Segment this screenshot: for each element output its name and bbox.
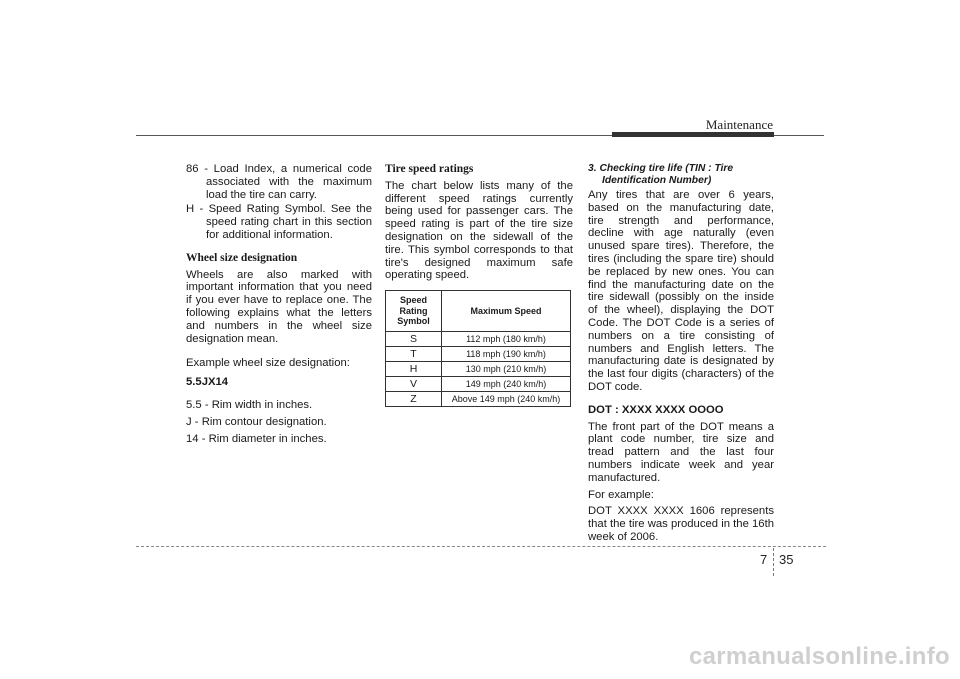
table-row (386, 332, 571, 347)
chapter-number: 7 (760, 552, 768, 567)
max-speed: 112 mph (180 km/h) (442, 332, 571, 347)
table-row (386, 362, 571, 377)
speed-rating-item: H - Speed Rating Symbol. See the speed rating chart in this section for additional information. (186, 203, 372, 241)
load-index-item: 86 - Load Index, a numerical code associated with the maximum load the tire can carry. (186, 163, 372, 201)
section-title: Maintenance (705, 117, 773, 132)
speed-symbol: T (386, 347, 442, 362)
speed-ratings-heading: Tire speed ratings (385, 163, 474, 175)
max-speed: 149 mph (240 km/h) (442, 377, 571, 392)
example-label: Example wheel size designation: (186, 357, 350, 370)
dot-example-text: DOT XXXX XXXX 1606 represents that the tire was produced in the 16th week of 2006. (588, 505, 774, 543)
column-2 (385, 163, 573, 407)
tire-life-heading: 3. Checking tire life (TIN : Tire Identification Number) (588, 163, 734, 186)
watermark: carmanualsonline.info (688, 643, 950, 670)
example-code: 5.5JX14 (186, 376, 229, 389)
speed-symbol: V (386, 377, 442, 392)
speed-symbol: Z (386, 392, 442, 407)
rim-diameter-def: 14 - Rim diameter in inches. (186, 432, 327, 445)
speed-symbol: S (386, 332, 442, 347)
max-speed: 118 mph (190 km/h) (442, 347, 571, 362)
wheel-size-text: Wheels are also marked with important information that you need if you ever have to replace one. The following explains what the letters and numbers in the wheel size designation mean. (186, 268, 372, 345)
header-rule-accent (612, 132, 774, 137)
max-speed: 130 mph (210 km/h) (442, 362, 571, 377)
speed-ratings-text: The chart below lists many of the different speed ratings currently being used for passenger cars. The speed rating is part of the tire size designation on the sidewall of the tire. This symbol corresponds to that tire's designed maximum safe operating speed. (385, 179, 573, 282)
tire-life-text: Any tires that are over 6 years, based on the manufacturing date, tire strength and performance, decline with age naturally (even unused spare tires). Therefore, the tires (including the spare tire) should be replaced by new ones. You can find the manufacturing date on the tire sidewall (possibly on the inside of the wheel), displaying the DOT Code. The DOT Code is a series of numbers on a tire consisting of numbers and English letters. The manufacturing date is designated by the last four digits (characters) of the DOT code. (588, 189, 774, 393)
speed-rating-table (385, 290, 571, 407)
rim-contour-def: J - Rim contour designation. (186, 415, 327, 428)
wheel-size-heading: Wheel size designation (186, 251, 298, 264)
dot-code: DOT : XXXX XXXX OOOO (588, 403, 724, 416)
speed-symbol: H (386, 362, 442, 377)
for-example-label: For example: (588, 488, 654, 501)
page-number-divider (773, 548, 774, 576)
footer-rule (136, 546, 826, 547)
table-row (386, 392, 571, 407)
table-row (386, 347, 571, 362)
column-1 (186, 163, 372, 449)
table-row (386, 377, 571, 392)
table-header-row (386, 291, 571, 332)
column-3 (588, 163, 774, 548)
header-speed: Maximum Speed (442, 291, 571, 332)
page-number: 35 (779, 552, 794, 567)
rim-width-def: 5.5 - Rim width in inches. (186, 398, 313, 411)
max-speed: Above 149 mph (240 km/h) (442, 392, 571, 407)
header-symbol: Speed Rating Symbol (386, 291, 442, 332)
dot-text: The front part of the DOT means a plant code number, tire size and tread pattern and the last four numbers indicate week and year manufactured. (588, 420, 774, 484)
